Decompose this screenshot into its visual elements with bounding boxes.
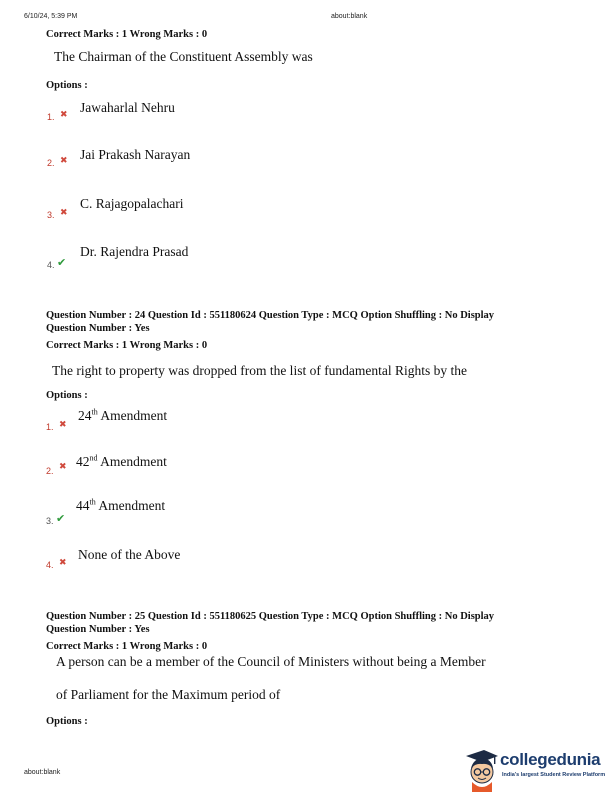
- q24-option-2-text: 42nd Amendment: [76, 453, 167, 469]
- q23-option-3-text: C. Rajagopalachari: [80, 196, 184, 211]
- q24-option-3-number: 3.: [46, 516, 54, 526]
- q24-option-1-number: 1.: [46, 422, 54, 432]
- q24-text: The right to property was dropped from the list of fundamental Rights by the: [52, 363, 468, 378]
- print-url: about:blank: [331, 13, 368, 20]
- collegedunia-logo: [462, 748, 612, 792]
- q25-text-line1: A person can be a member of the Council of Ministers without being a Member: [56, 654, 486, 669]
- q24-option-4-number: 4.: [46, 560, 54, 570]
- footer-url: about:blank: [24, 769, 61, 776]
- q25-meta-line1: Question Number : 25 Question Id : 551180625 Question Type : MCQ Option Shuffling : No Display: [46, 611, 495, 622]
- q23-option-4-text: Dr. Rajendra Prasad: [80, 244, 189, 259]
- q23-option-2-number: 2.: [47, 158, 55, 168]
- q23-option-4-number: 4.: [47, 260, 55, 270]
- cross-icon: ✖: [60, 110, 68, 120]
- q24-option-3-text: 44th Amendment: [76, 497, 166, 513]
- cross-icon: ✖: [60, 156, 68, 166]
- q24-marks: Correct Marks : 1 Wrong Marks : 0: [46, 340, 208, 351]
- q23-option-1-text: Jawaharlal Nehru: [80, 100, 175, 115]
- q24-option-4-text: None of the Above: [78, 547, 181, 562]
- q25-options-label: Options :: [46, 716, 88, 727]
- q23-marks: Correct Marks : 1 Wrong Marks : 0: [46, 29, 208, 40]
- q24-meta-line1: Question Number : 24 Question Id : 551180624 Question Type : MCQ Option Shuffling : No Display: [46, 310, 495, 321]
- print-timestamp: 6/10/24, 5:39 PM: [24, 13, 78, 20]
- q24-meta-line2: Question Number : Yes: [46, 323, 150, 334]
- check-icon: ✔: [57, 256, 67, 269]
- q25-meta-line2: Question Number : Yes: [46, 624, 150, 635]
- q24-options-label: Options :: [46, 390, 88, 401]
- q23-options-label: Options :: [46, 80, 88, 91]
- q24-option-2-number: 2.: [46, 466, 54, 476]
- student-mascot-icon: [462, 748, 500, 792]
- logo-tagline: India's largest Student Review Platform: [502, 772, 606, 778]
- q23-text: The Chairman of the Constituent Assembly was: [54, 49, 313, 64]
- q24-option-1-text: 24th Amendment: [78, 407, 168, 423]
- cross-icon: ✖: [59, 462, 67, 472]
- q23-option-3-number: 3.: [47, 210, 55, 220]
- cross-icon: ✖: [60, 208, 68, 218]
- cross-icon: ✖: [59, 420, 67, 430]
- q25-marks: Correct Marks : 1 Wrong Marks : 0: [46, 641, 208, 652]
- q23-option-2-text: Jai Prakash Narayan: [80, 147, 191, 162]
- check-icon: ✔: [56, 512, 66, 525]
- q25-text-line2: of Parliament for the Maximum period of: [56, 687, 281, 702]
- logo-wordmark: collegedunia: [500, 750, 601, 769]
- cross-icon: ✖: [59, 558, 67, 568]
- q23-option-1-number: 1.: [47, 112, 55, 122]
